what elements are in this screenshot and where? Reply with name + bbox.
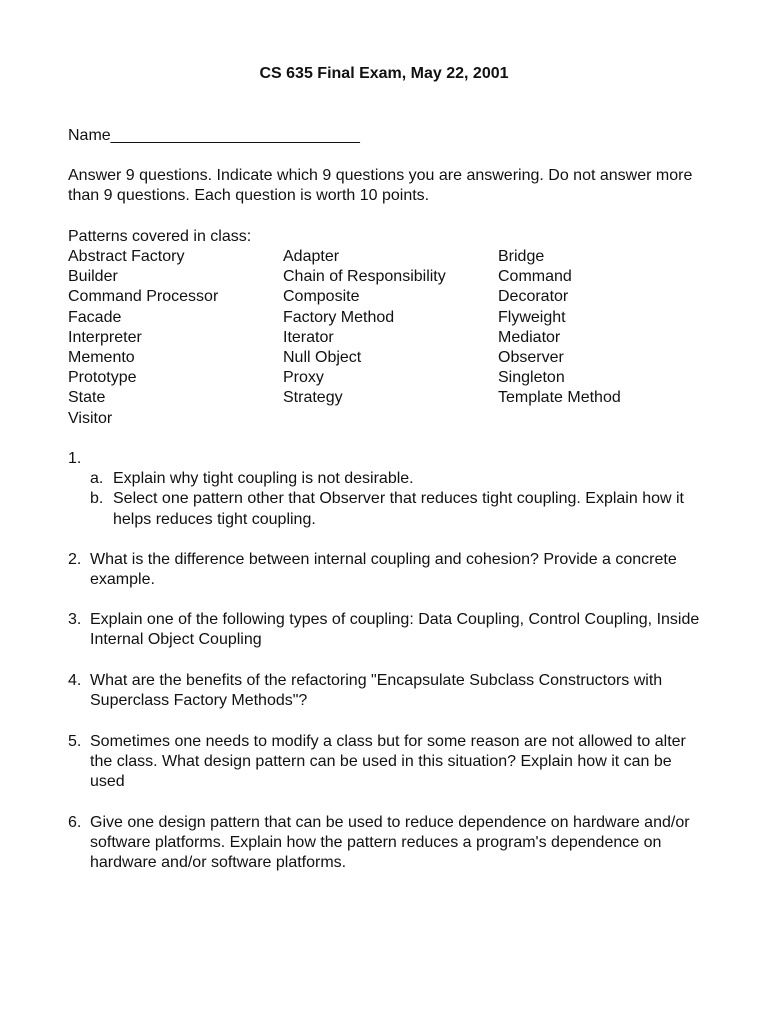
- pattern-item: Decorator: [498, 288, 569, 306]
- pattern-item: Observer: [498, 348, 564, 366]
- pattern-item: Adapter: [283, 248, 340, 265]
- question-number: 3.: [68, 611, 82, 628]
- patterns-list: [68, 247, 708, 429]
- patterns-heading: Patterns covered in class:: [68, 228, 252, 245]
- question-text: Give one design pattern that can be used to reduce dependence on hardware and/or software platforms. Explain how the pattern reduces a program's dependence on hardware and/or software platforms.: [90, 814, 690, 872]
- pattern-item: Interpreter: [68, 328, 142, 346]
- pattern-item: Strategy: [283, 389, 343, 407]
- pattern-item: Visitor: [68, 409, 113, 427]
- pattern-item: Chain of Responsibility: [283, 268, 446, 286]
- pattern-item: Null Object: [283, 348, 362, 366]
- pattern-item: Composite: [283, 288, 360, 306]
- question-part-b: [90, 489, 708, 529]
- pattern-item: Factory Method: [283, 308, 395, 326]
- part-letter: b.: [90, 490, 104, 508]
- pattern-item: Mediator: [498, 328, 561, 346]
- pattern-item: Memento: [68, 348, 135, 366]
- question-1: [68, 449, 708, 530]
- question-number: 2.: [68, 551, 82, 568]
- question-3: [68, 610, 708, 650]
- question-part-a: [90, 469, 708, 489]
- pattern-item: Command Processor: [68, 288, 219, 306]
- pattern-item: Proxy: [283, 369, 324, 387]
- pattern-item: Bridge: [498, 248, 545, 265]
- question-text: Sometimes one needs to modify a class but for some reason are not allowed to alter the class. What design pattern can be used in this situation? Explain how it can be used: [90, 733, 686, 791]
- question-text: What is the difference between internal coupling and cohesion? Provide a concrete example.: [90, 551, 677, 589]
- pattern-item: Flyweight: [498, 308, 566, 326]
- exam-title: CS 635 Final Exam, May 22, 2001: [259, 65, 509, 82]
- part-text: Explain why tight coupling is not desirable.: [113, 470, 414, 488]
- pattern-item: Iterator: [283, 328, 334, 346]
- question-number: 6.: [68, 814, 82, 831]
- pattern-item: Prototype: [68, 369, 137, 387]
- pattern-item: State: [68, 389, 106, 407]
- question-number: 5.: [68, 733, 82, 750]
- pattern-item: Command: [498, 268, 572, 286]
- part-text: Select one pattern other that Observer that reduces tight coupling. Explain how it helps reduces tight coupling.: [113, 490, 684, 528]
- question-5: [68, 732, 708, 793]
- question-text: What are the benefits of the refactoring "Encapsulate Subclass Constructors with Superclass Factory Methods"?: [90, 672, 663, 710]
- question-text: Explain one of the following types of coupling: Data Coupling, Control Coupling, Inside Internal Object Coupling: [90, 611, 700, 649]
- pattern-item: Singleton: [498, 369, 565, 387]
- pattern-item: Abstract Factory: [68, 248, 185, 265]
- name-field-line: Name____________________________: [68, 127, 360, 144]
- question-number: 1.: [68, 450, 82, 467]
- part-letter: a.: [90, 470, 104, 488]
- question-number: 4.: [68, 672, 82, 689]
- question-6: [68, 813, 708, 874]
- question-text: [90, 449, 708, 469]
- question-4: [68, 671, 708, 711]
- pattern-item: Facade: [68, 308, 122, 326]
- instructions: Answer 9 questions. Indicate which 9 questions you are answering. Do not answer more than 9 questions. Each question is worth 10 points.: [68, 167, 693, 205]
- pattern-item: Template Method: [498, 389, 621, 407]
- pattern-item: Builder: [68, 268, 118, 286]
- question-2: [68, 550, 708, 590]
